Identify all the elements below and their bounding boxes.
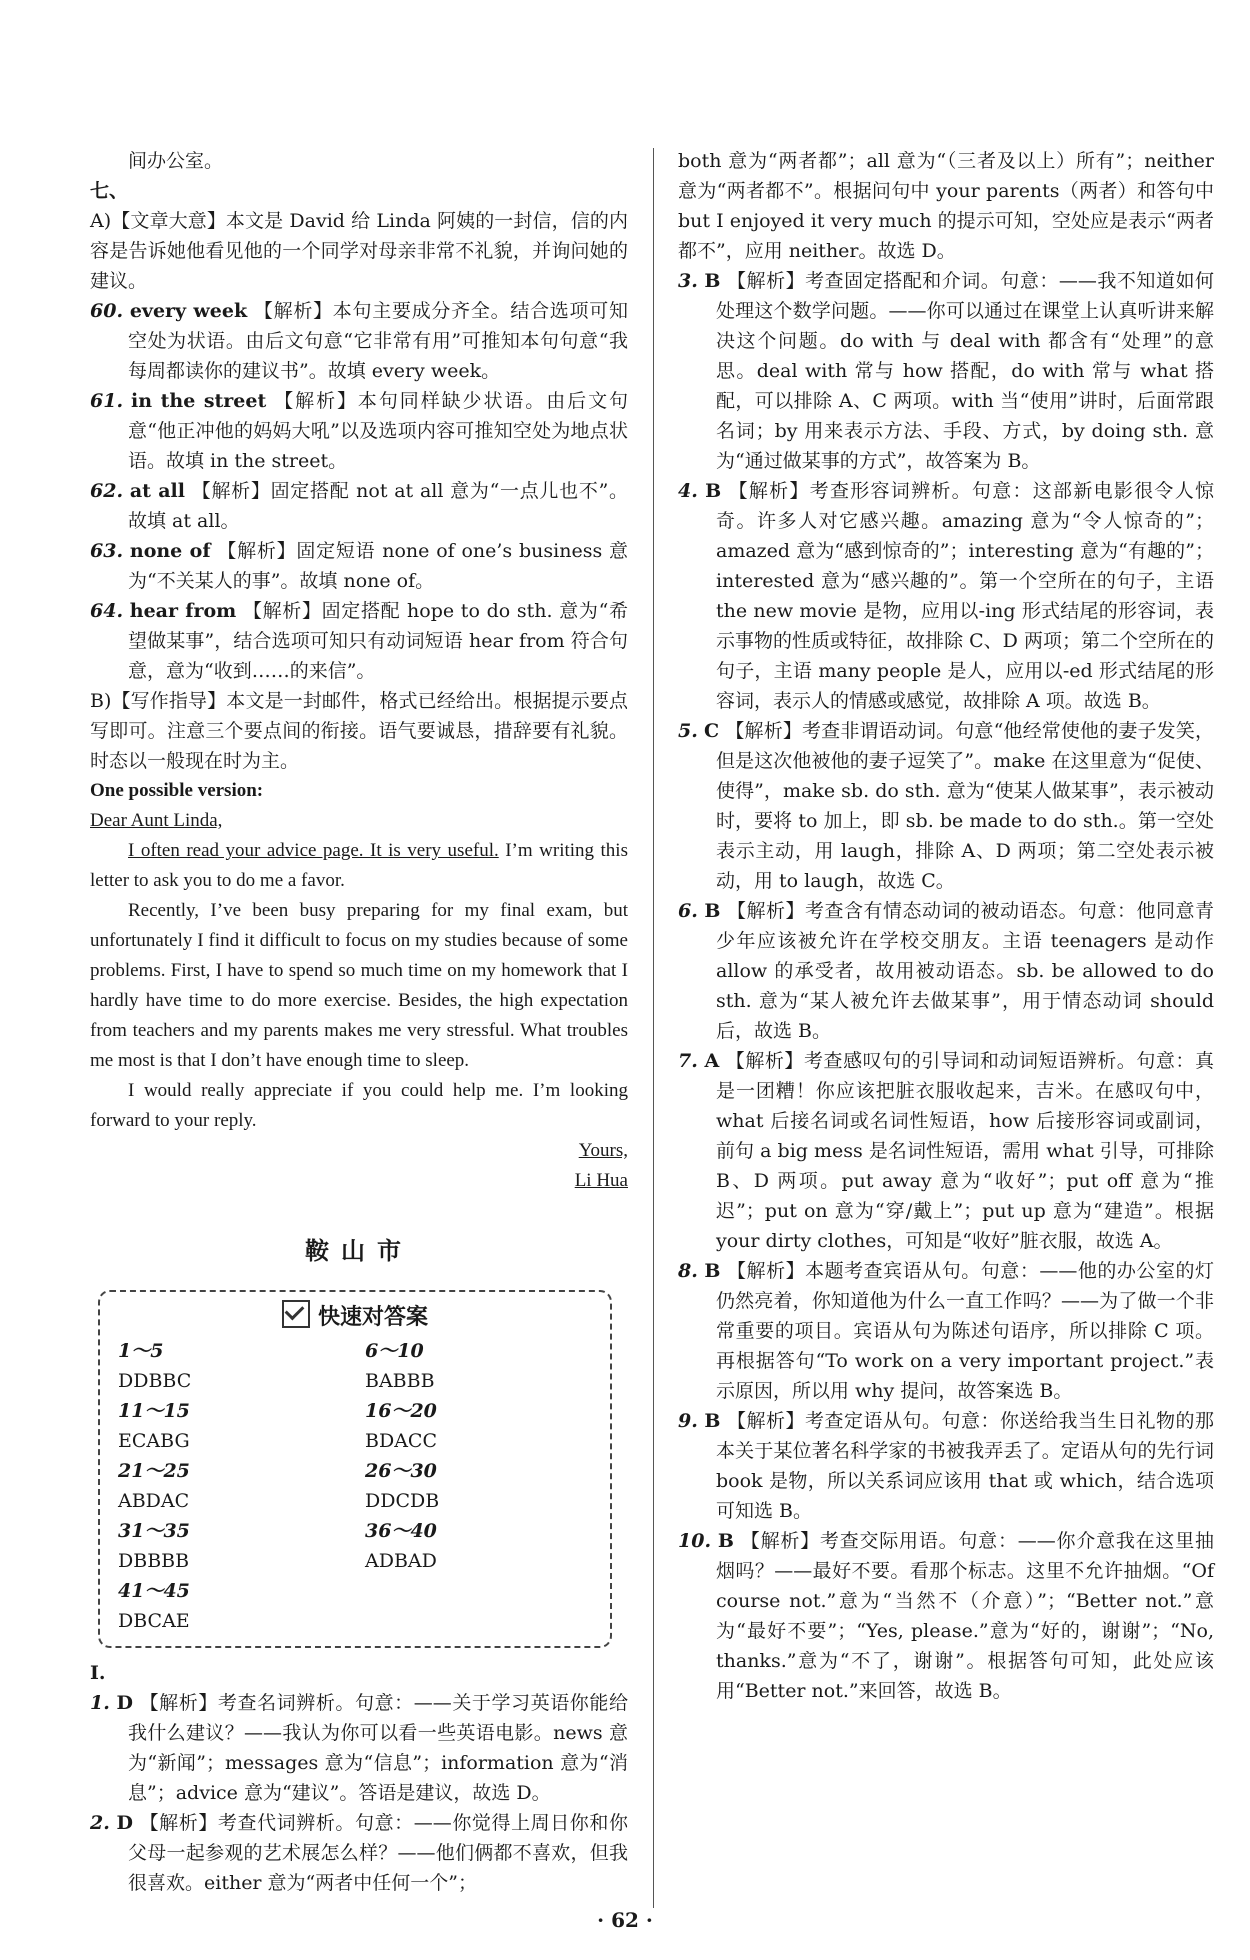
answer-range: 26～30 DDCDB: [365, 1460, 440, 1512]
letter-paragraph-1: I often read your advice page. It is very useful. I’m writing this letter to ask you to do me a favor.: [90, 840, 628, 891]
answer-item-7: 7. A 【解析】考查感叹句的引导词和动词短语辨析。句意：真是一团糟！你应该把脏衣服收起来，吉米。在感叹句中，what 后接名词或名词性短语，how 后接形容词或副词，前句 a big mess 是名词性短语，需用 what 引导，可排除 B、D 两项。put away 意为“收好”；put off 意为“推迟”；put on 意为“穿/戴上”；put up 意为“建造”。根据 your dirty clothes，可知是“收好”脏衣服，故选 A。: [678, 1050, 1214, 1252]
answer-item-1: 1. D 【解析】考查名词辨析。句意：——关于学习英语你能给我什么建议？——我认为你可以看一些英语电影。news 意为“新闻”；messages 意为“信息”；information 意为“消息”；advice 意为“建议”。答语是建议，故选 D。: [90, 1692, 628, 1804]
answer-range: 6～10 BABBB: [365, 1340, 435, 1392]
checkbox-icon: [282, 1300, 310, 1328]
part-a-summary: A)【文章大意】本文是 David 给 Linda 阿姨的一封信，信的内容是告诉她他看见他的一个同学对母亲非常不礼貌，并询问她的建议。: [90, 210, 628, 292]
answer-range: 36～40 ADBAD: [365, 1520, 437, 1572]
answer-item-3: 3. B 【解析】考查固定搭配和介词。句意：——我不知道如何处理这个数学问题。——你可以通过在课堂上认真听讲来解决这个问题。do with 与 deal with 都含有“处理”的意思。deal with 常与 how 搭配，do with 常与 what 搭配，可以排除 A、C 两项。with 当“使用”讲时，后面常跟名词；by 用来表示方法、手段、方式，by doing sth. 意为“通过做某事的方式”，故答案为 B。: [678, 270, 1214, 472]
answer-item-61: 61. in the street 【解析】本句同样缺少状语。由后文句意“他正冲他的妈妈大吼”以及选项内容可推知空处为地点状语。故填 in the street。: [90, 390, 628, 472]
letter-signature: Li Hua: [574, 1170, 628, 1191]
answer-range: 11～15 ECABG: [118, 1400, 190, 1452]
answer-item-4: 4. B 【解析】考查形容词辨析。句意：这部新电影很令人惊奇。许多人对它感兴趣。amazing 意为“令人惊奇的”；amazed 意为“感到惊奇的”；interesting 意为“有趣的”；interested 意为“感兴趣的”。第一个空所在的句子，主语 the new movie 是物，应用以-ing 形式结尾的形容词，表示事物的性质或特征，故排除 C、D 两项；第二个空所在的句子，主语 many people 是人，应用以-ed 形式结尾的形容词，表示人的情感或感觉，故排除 A 项。故选 B。: [678, 480, 1214, 712]
letter-closing: Yours,: [578, 1140, 628, 1161]
left-continuation: 间办公室。: [128, 150, 224, 172]
answer-item-6: 6. B 【解析】考查含有情态动词的被动语态。句意：他同意青少年应该被允许在学校交朋友。主语 teenagers 是动作 allow 的承受者，故用被动语态。sb. be allowed to do sth. 意为“某人被允许去做某事”，用于情态动词 should 后，故选 B。: [678, 900, 1214, 1042]
sample-label: One possible version:: [90, 780, 264, 801]
answer-item-60: 60. every week 【解析】本句主要成分齐全。结合选项可知空处为状语。由后文句意“它非常有用”可推知本句句意“我每周都读你的建议书”。故填 every week。: [90, 300, 628, 382]
section-heading-7: 七、: [90, 180, 129, 202]
answer-range: 1～5 DDBBC: [118, 1340, 192, 1392]
answer-item-64: 64. hear from 【解析】固定搭配 hope to do sth. 意为“希望做某事”，结合选项可知只有动词短语 hear from 符合句意，意为“收到……的来信”。: [90, 600, 628, 682]
letter-greeting: Dear Aunt Linda,: [90, 810, 223, 831]
left-column: [90, 146, 628, 1898]
answer-range: 21～25 ABDAC: [118, 1460, 190, 1512]
answer-item-5: 5. C 【解析】考查非谓语动词。句意“他经常使他的妻子发笑，但是这次他被他的妻子逗笑了”。make 在这里意为“促使、使得”，make sb. do sth. 意为“使某人做某事”，表示被动时，要将 to 加上，即 sb. be made to do sth.。第一空处表示主动，用 laugh，排除 A、D 两项；第二空处表示被动，用 to laugh，故选 C。: [678, 720, 1214, 892]
answer-range: 31～35 DBBBB: [118, 1520, 190, 1572]
section-heading-1: Ⅰ.: [90, 1662, 106, 1684]
right-continuation: both 意为“两者都”；all 意为“（三者及以上）所有”；neither 意为“两者都不”。根据问句中 your parents（两者）和答句中 but I enjoyed it very much 的提示可知，空处应是表示“两者都不”，应用 neither。故选 D。: [678, 150, 1214, 262]
quick-answer-title: 快速对答案: [118, 1300, 592, 1332]
answer-range: 16～20 BDACC: [365, 1400, 437, 1452]
city-heading: 鞍山市: [305, 1236, 413, 1265]
answer-item-8: 8. B 【解析】本题考查宾语从句。句意：——他的办公室的灯仍然亮着，你知道他为什么一直工作吗？——为了做一个非常重要的项目。宾语从句为陈述句语序，所以排除 C 项。再根据答句“To work on a very important project.”表示原因，所以用 why 提问，故答案选 B。: [678, 1260, 1214, 1402]
letter-paragraph-3: I would really appreciate if you could help me. I’m looking forward to your reply.: [90, 1080, 628, 1131]
answer-item-2: 2. D 【解析】考查代词辨析。句意：——你觉得上周日你和你父母一起参观的艺术展怎么样？——他们俩都不喜欢，但我很喜欢。either 意为“两者中任何一个”；: [90, 1812, 628, 1894]
quick-answer-grid: [118, 1336, 592, 1636]
answer-item-9: 9. B 【解析】考查定语从句。句意：你送给我当生日礼物的那本关于某位著名科学家的书被我弄丢了。定语从句的先行词 book 是物，所以关系词应该用 that 或 which，结合选项可知选 B。: [678, 1410, 1214, 1522]
answer-range: 41～45 DBCAE: [118, 1580, 190, 1632]
right-column: [678, 146, 1214, 1706]
page-number: · 62 ·: [597, 1908, 653, 1932]
answer-item-63: 63. none of 【解析】固定短语 none of one’s business 意为“不关某人的事”。故填 none of。: [90, 540, 628, 592]
part-b-guide: B)【写作指导】本文是一封邮件，格式已经给出。根据提示要点写即可。注意三个要点间的衔接。语气要诚恳，措辞要有礼貌。时态以一般现在时为主。: [90, 690, 628, 772]
quick-answer-box: [98, 1290, 612, 1648]
answer-item-62: 62. at all 【解析】固定搭配 not at all 意为“一点儿也不”。故填 at all。: [90, 480, 628, 532]
letter-paragraph-2: Recently, I’ve been busy preparing for my final exam, but unfortunately I find it difficult to focus on my studies because of some problems. First, I have to spend so much time on my homework that I hardly have time to do more exercise. Besides, the high expectation from teachers and my parents makes me very stressful. What troubles me most is that I don’t have enough time to sleep.: [90, 900, 628, 1071]
column-divider: [653, 148, 654, 1908]
answer-item-10: 10. B 【解析】考查交际用语。句意：——你介意我在这里抽烟吗？——最好不要。看那个标志。这里不允许抽烟。“Of course not.”意为“当然不（介意）”；“Better not.”意为“最好不要”；“Yes, please.”意为“好的，谢谢”；“No, thanks.”意为“不了，谢谢”。根据答句可知，此处应该用“Better not.”来回答，故选 B。: [678, 1530, 1214, 1702]
